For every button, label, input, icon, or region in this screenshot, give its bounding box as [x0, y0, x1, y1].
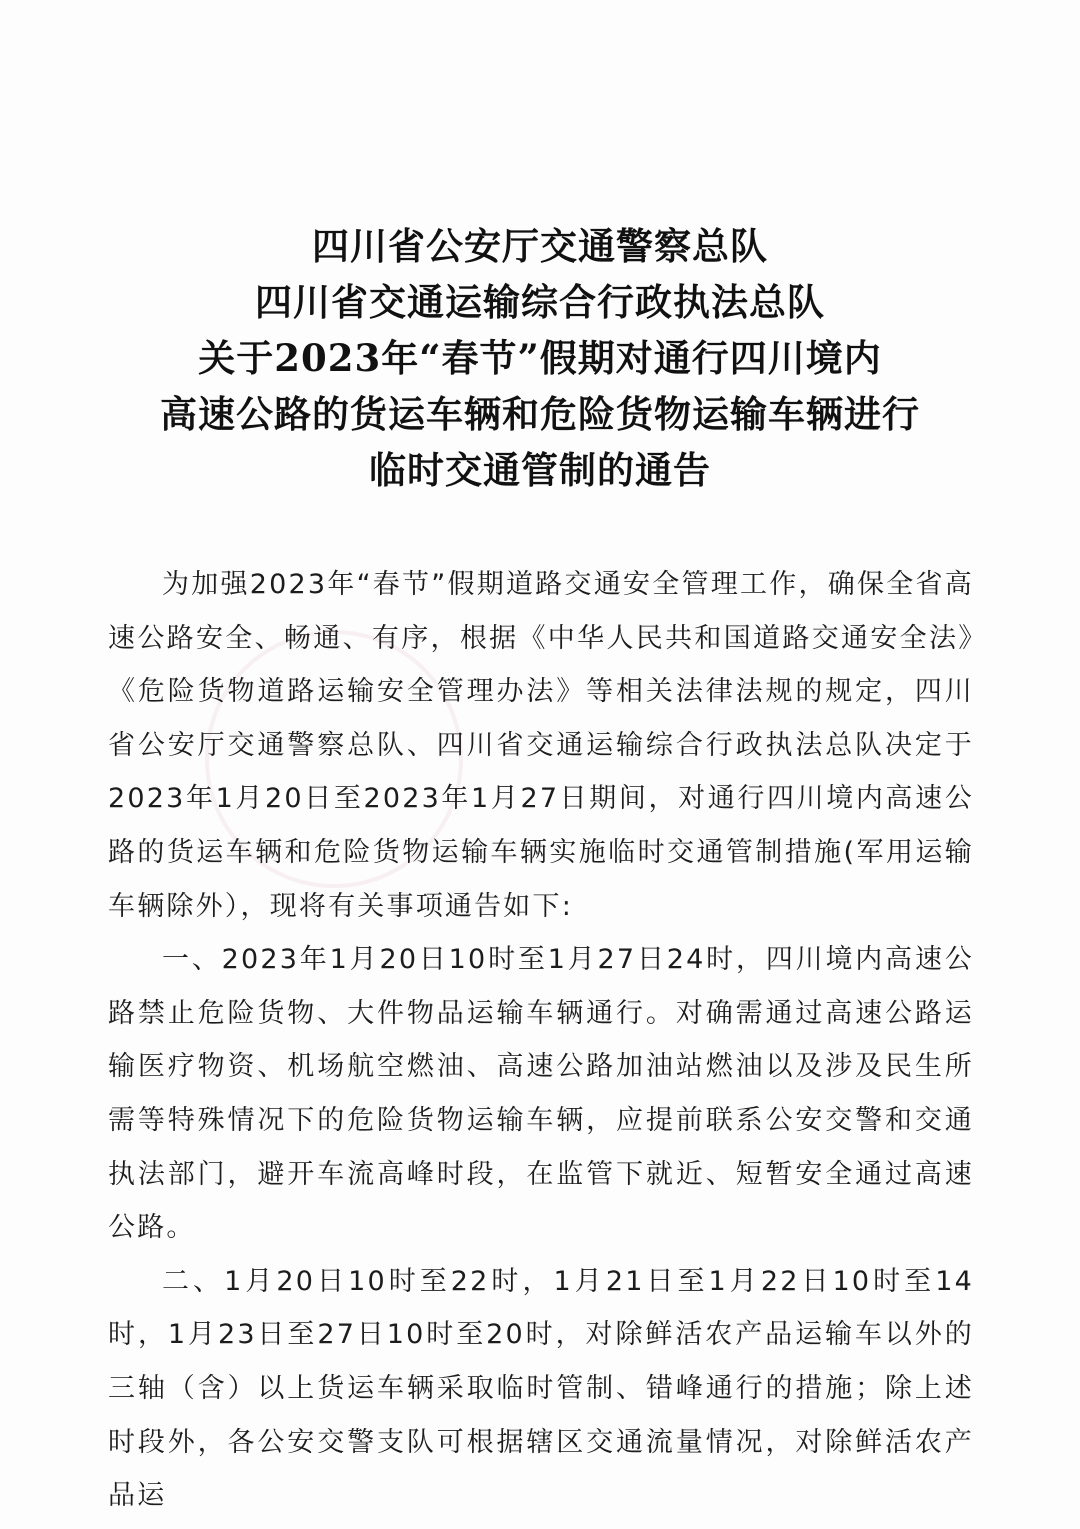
title-line-5: 临时交通管制的通告 — [369, 448, 711, 492]
title-line-3: 关于2023年“春节”假期对通行四川境内 — [198, 336, 882, 380]
notice-title — [0, 218, 1080, 498]
title-line-4: 高速公路的货运车辆和危险货物运输车辆进行 — [160, 392, 920, 436]
title-line-2: 四川省交通运输综合行政执法总队 — [255, 280, 825, 324]
item-one-paragraph: 一、2023年1月20日10时至1月27日24时，四川境内高速公路禁止危险货物、大件物品运输车辆通行。对确需通过高速公路运输医疗物资、机场航空燃油、高速公路加油站燃油以及涉及民生所需等特殊情况下的危险货物运输车辆，应提前联系公安交警和交通执法部门，避开车流高峰时段，在监管下就近、短暂安全通过高速公路。 — [108, 944, 974, 1244]
intro-paragraph: 为加强2023年“春节”假期道路交通安全管理工作，确保全省高速公路安全、畅通、有序，根据《中华人民共和国道路交通安全法》《危险货物道路运输安全管理办法》等相关法律法规的规定，四川省公安厅交通警察总队、四川省交通运输综合行政执法总队决定于2023年1月20日至2023年1月27日期间，对通行四川境内高速公路的货运车辆和危险货物运输车辆实施临时交通管制措施(军用运输车辆除外），现将有关事项通告如下: — [108, 569, 974, 922]
notice-body — [108, 558, 974, 1523]
title-line-1: 四川省公安厅交通警察总队 — [312, 224, 768, 268]
item-two-paragraph: 二、1月20日10时至22时，1月21日至1月22日10时至14时，1月23日至27日10时至20时，对除鲜活农产品运输车以外的三轴（含）以上货运车辆采取临时管制、错峰通行的措施；除上述时段外，各公安交警支队可根据辖区交通流量情况，对除鲜活农产品运 — [108, 1265, 974, 1512]
